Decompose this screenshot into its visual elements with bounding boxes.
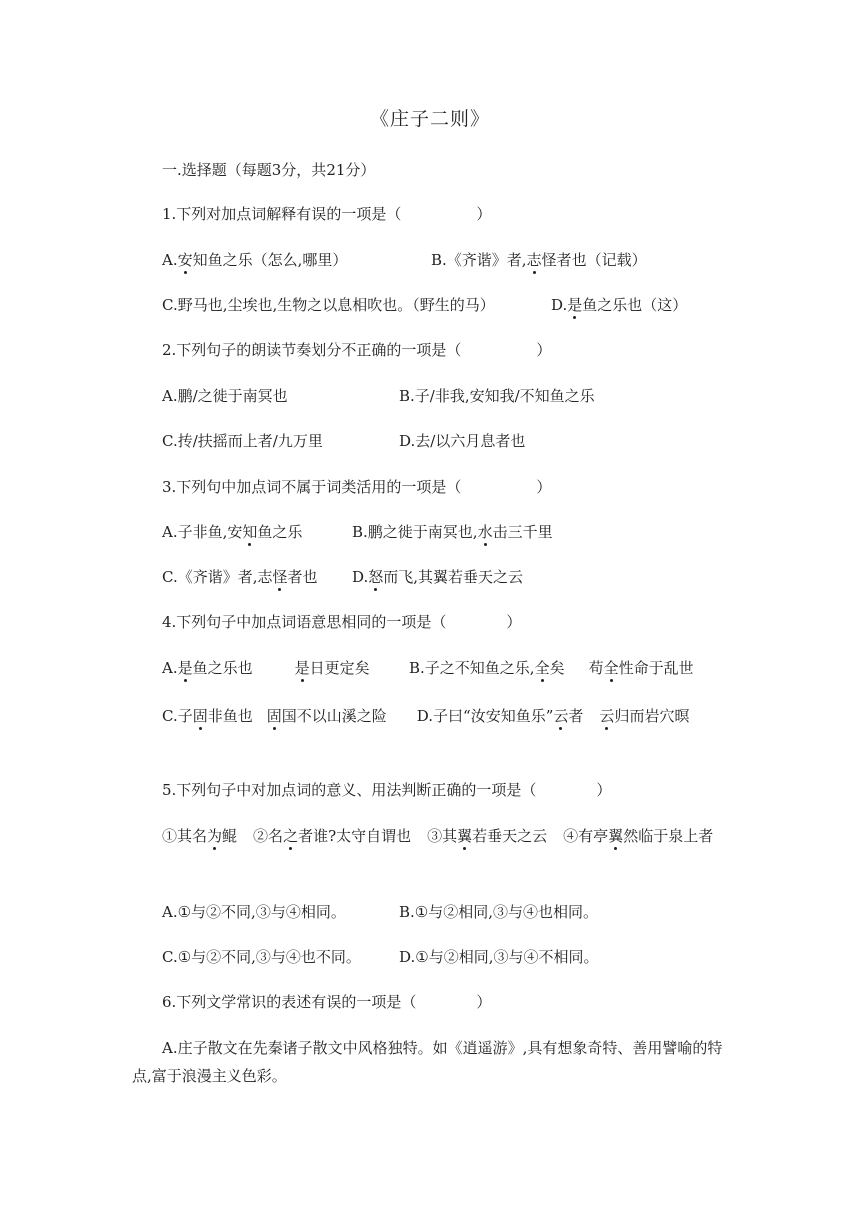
dotted-char: 安 <box>177 251 193 269</box>
dotted-char: 固 <box>266 707 282 725</box>
dotted-char: 全 <box>534 659 550 677</box>
dotted-char: 怪 <box>272 568 288 586</box>
dotted-char: 是 <box>177 659 193 677</box>
dotted-char: 翼 <box>457 827 473 845</box>
question-2-option-d: D.去/以六月息者也 <box>399 432 526 450</box>
dotted-char: 全 <box>603 659 619 677</box>
question-1-option-a: A.安知鱼之乐（怎么,哪里） <box>162 251 348 269</box>
dotted-char: 志 <box>526 251 542 269</box>
dotted-char: 知 <box>242 523 258 541</box>
document-title: 《庄子二则》 <box>369 108 490 130</box>
question-3-option-b: B.鹏之徙于南冥也,水击三千里 <box>352 523 553 541</box>
section-heading: 一.选择题（每题3分，共21分） <box>162 161 376 179</box>
question-2-stem: 2.下列句子的朗读节奏划分不正确的一项是（ ） <box>162 341 552 359</box>
question-3-stem: 3.下列句中加点词不属于词类活用的一项是（ ） <box>162 478 552 496</box>
question-1-option-c: C.野马也,尘埃也,生物之以息相吹也。（野生的马） <box>162 296 495 314</box>
question-1-stem: 1.下列对加点词解释有误的一项是（ ） <box>162 205 492 223</box>
question-5-option-b: B.①与②相同,③与④也相同。 <box>399 903 599 921</box>
question-4-options-c-d: C.子固非鱼也 固国不以山溪之险 D.子曰“汝安知鱼乐”云者 云归而岩穴暝 <box>162 707 690 725</box>
question-3-option-d: D.怒而飞,其翼若垂天之云 <box>352 568 524 586</box>
question-5-option-d: D.①与②相同,③与④不相同。 <box>399 948 599 966</box>
question-4-stem: 4.下列句子中加点词语意思相同的一项是（ ） <box>162 613 522 631</box>
dotted-char: 之 <box>283 827 299 845</box>
question-2-option-b: B.子/非我,安知我/不知鱼之乐 <box>399 387 595 405</box>
dotted-char: 云 <box>553 707 569 725</box>
dotted-char: 翼 <box>608 827 624 845</box>
question-4-option-a: A.是鱼之乐也 是日更定矣 <box>162 659 370 677</box>
question-5-option-c: C.①与②不同,③与④也不同。 <box>162 948 361 966</box>
question-6-option-a: A.庄子散文在先秦诸子散文中风格独特。如《逍遥游》,具有想象奇特、善用譬喻的特点,富于浪漫主义色彩。 <box>132 1039 723 1085</box>
question-3-option-c: C.《齐谐》者,志怪者也 <box>162 568 318 586</box>
dotted-char: 是 <box>567 296 583 314</box>
question-3-option-a: A.子非鱼,安知鱼之乐 <box>162 523 303 541</box>
dotted-char: 是 <box>294 659 310 677</box>
question-5-option-a: A.①与②不同,③与④相同。 <box>162 903 346 921</box>
dotted-char: 怒 <box>368 568 384 586</box>
dotted-char: 固 <box>192 707 208 725</box>
question-2-option-c: C.抟/扶摇而上者/九万里 <box>162 432 323 450</box>
question-6-stem: 6.下列文学常识的表述有误的一项是（ ） <box>162 993 492 1011</box>
question-1-option-b: B.《齐谐》者,志怪者也（记载） <box>431 251 647 269</box>
question-5-stem: 5.下列句子中对加点词的意义、用法判断正确的一项是（ ） <box>162 781 612 799</box>
dotted-char: 云 <box>599 707 615 725</box>
question-1-option-d: D.是鱼之乐也（这） <box>551 296 688 314</box>
question-2-option-a: A.鹏/之徙于南冥也 <box>162 387 288 405</box>
question-5-items: ①其名为鲲 ②名之者谁?太守自谓也 ③其翼若垂天之云 ④有亭翼然临于泉上者 <box>162 827 714 845</box>
dotted-char: 为 <box>207 827 223 845</box>
dotted-char: 水 <box>477 523 493 541</box>
question-4-option-b: B.子之不知鱼之乐,全矣 苟全性命于乱世 <box>409 659 694 677</box>
